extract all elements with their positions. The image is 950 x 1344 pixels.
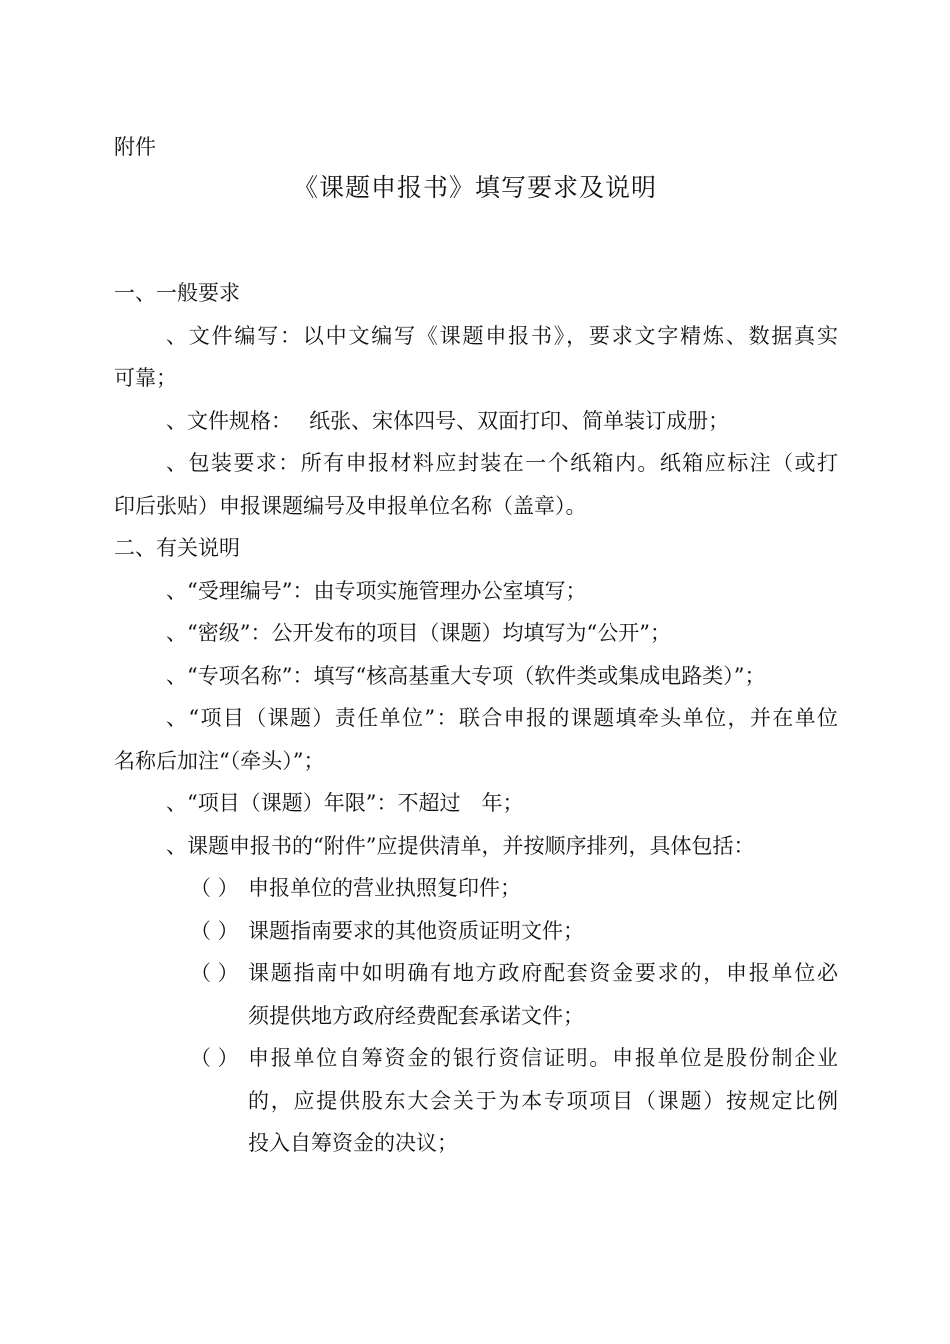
attachment-sub-item-4 bbox=[114, 1037, 838, 1165]
sub-item-3-line-1: 课题指南中如明确有地方政府配套资金要求的，申报单位必 bbox=[248, 961, 838, 985]
attachment-sub-item-1 bbox=[114, 867, 838, 910]
notes-item-2: 、“密级”：公开发布的项目（课题）均填写为“公开”； bbox=[166, 621, 671, 645]
document-body bbox=[114, 272, 838, 1165]
notes-item-5: 、“项目（课题）年限”：不超过 年； bbox=[166, 791, 524, 815]
general-item-1-line-1: 、文件编写：以中文编写《课题申报书》，要求文字精炼、数据真实 bbox=[166, 323, 838, 348]
notes-item-4-line-2: 名称后加注“（牵头）”； bbox=[114, 748, 325, 773]
general-item-2: 、文件规格： 纸张、宋体四号、双面打印、简单装订成册； bbox=[166, 408, 730, 433]
section-heading-general: 一、一般要求 bbox=[114, 281, 240, 305]
document-title: 《课题申报书》填写要求及说明 bbox=[292, 173, 657, 202]
notes-item-1: 、“受理编号”：由专项实施管理办公室填写； bbox=[166, 578, 587, 603]
sub-item-marker: （ ） bbox=[190, 918, 239, 943]
attachment-sub-item-3 bbox=[114, 952, 838, 1037]
section-heading-notes: 二、有关说明 bbox=[114, 536, 240, 560]
notes-item-4-line-1: 、“项目（课题）责任单位”：联合申报的课题填牵头单位，并在单位 bbox=[166, 706, 838, 730]
sub-item-marker: （ ） bbox=[190, 961, 239, 985]
attachment-sub-item-2 bbox=[114, 910, 838, 953]
attachment-label: 附件 bbox=[114, 135, 156, 159]
sub-item-4-line-3: 投入自筹资金的决议； bbox=[248, 1131, 458, 1155]
sub-item-4-line-2: 的，应提供股东大会关于为本专项项目（课题）按规定比例 bbox=[248, 1088, 838, 1113]
sub-item-1-text: 申报单位的营业执照复印件； bbox=[248, 876, 521, 900]
notes-item-3: 、“专项名称”：填写“核高基重大专项（软件类或集成电路类）”； bbox=[166, 663, 766, 688]
general-item-3-line-2: 印后张贴）申报课题编号及申报单位名称（盖章）。 bbox=[114, 493, 587, 518]
sub-item-2-text: 课题指南要求的其他资质证明文件； bbox=[248, 918, 584, 943]
general-item-1-line-2: 可靠； bbox=[114, 366, 177, 390]
sub-item-3-line-2: 须提供地方政府经费配套承诺文件； bbox=[248, 1003, 584, 1028]
general-item-3-line-1: 、包装要求：所有申报材料应封装在一个纸箱内。纸箱应标注（或打 bbox=[166, 451, 838, 475]
sub-item-marker: （ ） bbox=[190, 1046, 239, 1070]
notes-item-6: 、课题申报书的“附件”应提供清单，并按顺序排列，具体包括： bbox=[166, 833, 755, 858]
sub-item-4-line-1: 申报单位自筹资金的银行资信证明。申报单位是股份制企业 bbox=[248, 1046, 838, 1070]
sub-item-marker: （ ） bbox=[190, 876, 239, 900]
